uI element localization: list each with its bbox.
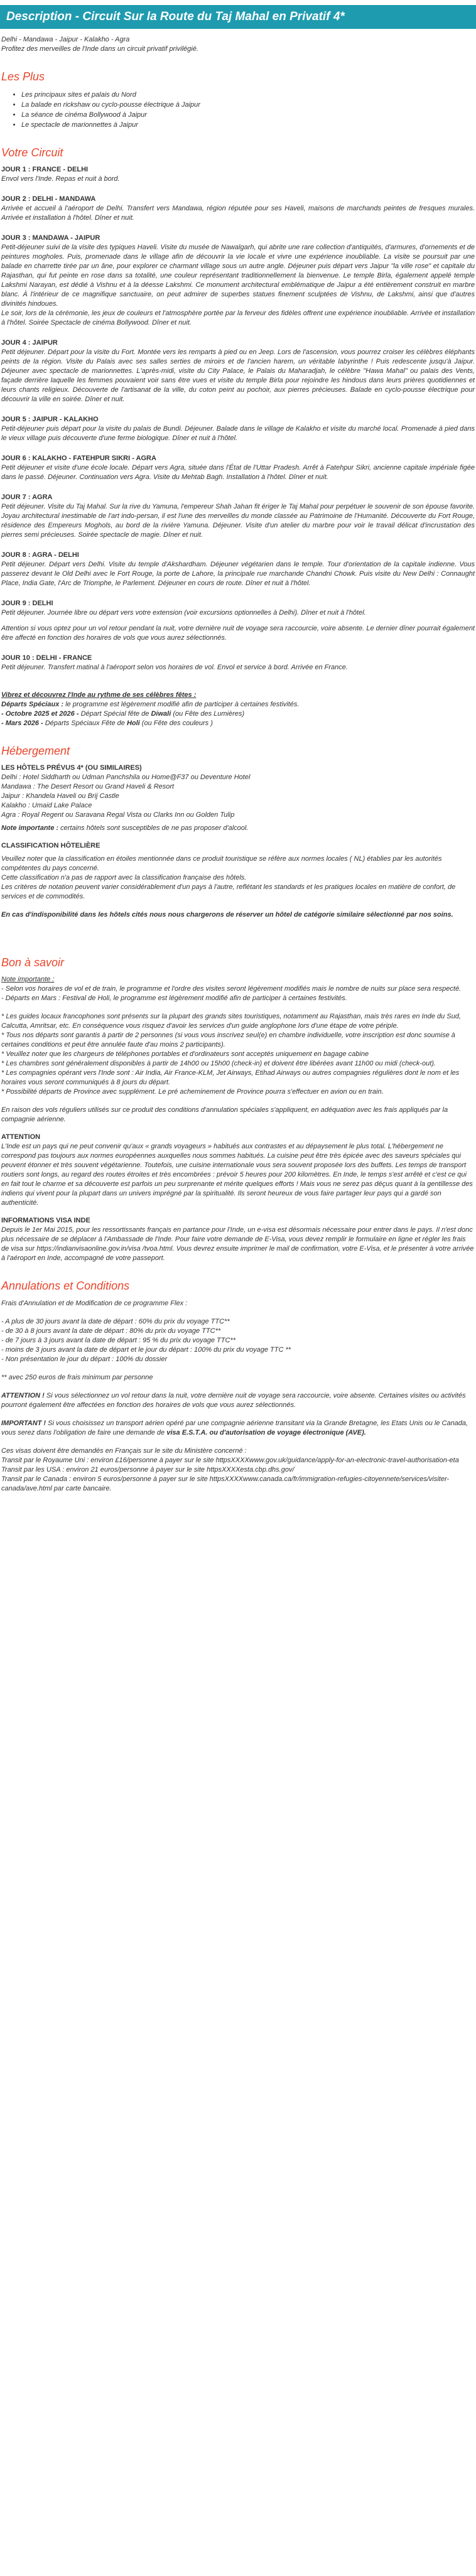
list-item: • Les principaux sites et palais du Nord xyxy=(21,90,475,100)
plus-list xyxy=(1,90,475,130)
bon-note-label: Note importante : xyxy=(1,976,55,983)
hotels-note xyxy=(1,824,475,833)
annulation-line: - de 30 à 8 jours avant la date de départ : 80% du prix du voyage TTC** xyxy=(1,1327,221,1335)
important-body: Si vous choisissez un transport aérien opéré par une compagnie aérienne transitant via la Grande Bretagne, les Etats Unis ou le Canada, vous serez dans l'obligation de faire une demande de xyxy=(1,1420,468,1436)
itinerary-day xyxy=(1,166,475,184)
annulations-important xyxy=(1,1419,475,1438)
day-title: JOUR 6 : KALAKHO - FATEHPUR SIKRI - AGRA xyxy=(1,455,156,462)
itinerary-day xyxy=(1,339,475,404)
day-text: Petit-déjeuner suivi de la visite des typiques Haveli. Visite du musée de Nawalgarh, qui abrite une rare collection d'antiquités, d'armures, d'ornements et de peintures mogholes. Puis, promenade dans le village afin de découvrir la vie locale et vivre une expérience inoubliable. La visite se poursuit par une balade en charrette tirée par un âne, pour explorer ce charmant village sous un autre angle. Déjeuner puis départ vers Jaipur "la ville rose" et capitale du Rajasthan, qui fut peinte en rose dans sa totalité, une couleur représentant traditionnellement la bienvenue. Le temple Birla, également appelé temple Lakshmi Narayan, est dédié à Vishnu et à la déesse Lakshmi. Ce monument architectural emblématique de Jaipur a été entièrement construit en marbre blanc. À l'intérieur de ce magnifique sanctuaire, on peut admirer de superbes statues finement sculptées de Vishnu, de Lakshmi, ainsi que d'autres divinités hindoues. xyxy=(1,244,475,308)
classification-para: Veuillez noter que la classification en étoiles mentionnée dans ce produit touristique se réfère aux normes locales ( NL) établies par les autorités compétentes du pays concerné. xyxy=(1,855,442,872)
holi-prefix: - Mars 2026 - xyxy=(1,719,45,727)
bon-line: * Tous nos départs sont garantis à partir de 2 personnes (si vous vous inscrivez seul(e) en chambre individuelle, votre inscription est donc soumise à certaines conditions et peut être annulée faute d'au moins 2 participants). xyxy=(1,1032,455,1048)
day-text: Le soir, lors de la cérémonie, les jeux de couleurs et l'atmosphère portée par la ferveur des fidèles offrent une expérience inoubliable. Arrivée et installation à l'hôtel. Soirée Spectacle de cinéma Bollywood. Dîner et nuit. xyxy=(1,310,475,326)
special-text: le programme est légèrement modifié afin de participer à certaines festivités. xyxy=(63,701,300,708)
visa-final-line: Transit par les USA : environ 21 euros/personne à payer sur le site httpsXXXXesta.cbp.dhs.gov/ xyxy=(1,1466,295,1474)
day-title: JOUR 10 : DELHI - FRANCE xyxy=(1,654,92,662)
celebrations-diwali xyxy=(1,709,475,719)
holi-bold: Holi xyxy=(126,719,140,727)
annulation-line: - moins de 3 jours avant la date de départ et le jour du départ : 100% du prix du voyage TTC ** xyxy=(1,1346,291,1354)
day-text: Petit déjeuner. Visite du Taj Mahal. Sur la rive du Yamuna, l'empereur Shah Jahan fit ériger le Taj Mahal pour perpétuer le souvenir de son épouse favorite. Joyau architectural inestimable de l'art indo-persan, il est l'une des merveilles du monde classée au Patrimoine de l'Humanité. Découverte du Fort Rouge, résidence des Empereurs Moghols, au bord de la rivière Yamuna. Déjeuner. Visite d'un atelier du marbre pour voir le travail délicat d'incrustation des pierres semi précieuses. Soirée spectacle de magie. Dîner et nuit. xyxy=(1,503,475,539)
important-bold: visa E.S.T.A. ou d'autorisation de voyage électronique (AVE). xyxy=(166,1429,366,1436)
itinerary-day xyxy=(1,416,475,443)
intro xyxy=(1,35,475,54)
itinerary-day xyxy=(1,195,475,223)
attention-text: L'Inde est un pays qui ne peut convenir qu'aux « grands voyageurs » habitués aux contrastes et au dépaysement le plus total. L'hébergement ne correspond pas toujours aux normes européennes auxquelles nous sommes habitués. La cuisine peut être très épicée avec des saveurs spéciales qui peuvent étonner et très souvent végétarienne. Toutefois, une cuisine internationale vous sera souvent proposée lors des buffets. Les temps de transport routiers sont longs, au regard des routes étroites et très encombrées : prévoir 5 heures pour 200 kilomètres. En Inde, le temps s'est arrêté et c'est ce qui en fait tout le charme et sa découverte est parfois un peu surprenante et mérite quelques efforts ! Mais vous ne serez pas déçus quant à la gentillesse des indiens qui vivent pour la plupart dans un univers imprégné par la spiritualité. Ils seront heureux de vous faire partager leur pays qui a gardé son authenticité. xyxy=(1,1143,473,1207)
day-title: JOUR 9 : DELHI xyxy=(1,600,53,607)
annulation-line: - Non présentation le jour du départ : 100% du dossier xyxy=(1,1355,168,1363)
annulation-line: - de 7 jours à 3 jours avant la date de départ : 95 % du prix du voyage TTC** xyxy=(1,1337,235,1344)
bon-line: * Les chambres sont généralement disponibles à partir de 14h00 ou 15h00 (check-in) et doivent être libérées avant 11h00 ou midi (check-out). xyxy=(1,1060,436,1067)
visa-final-line: Transit par le Royaume Uni : environ £16/personne à payer sur le site httpsXXXXwww.gov.uk/guidance/apply-for-an-electronic-travel-authorisation-eta xyxy=(1,1457,459,1464)
bon-line: En raison des vols réguliers utilisés sur ce produit des conditions d'annulation spéciales s'appliquent, en adéquation avec les frais appliqués par la compagnie aérienne. xyxy=(1,1106,448,1123)
list-item: • La séance de cinéma Bollywood à Jaipur xyxy=(21,110,475,120)
itinerary-day xyxy=(1,551,475,588)
bon-line: * Les guides locaux francophones sont présents sur la plupart des grands sites touristiques, notamment au Rajasthan, mais très rares en Inde du Sud, Calcutta, Amritsar, etc. En conséquence vous risquez d'avoir les services d'un guide anglophone lors d'une étape de votre périple. xyxy=(1,1013,461,1030)
celebrations-holi xyxy=(1,719,475,728)
special-label: Départs Spéciaux : xyxy=(1,701,64,708)
banner-title: Description - Circuit Sur la Route du Taj Mahal en Privatif 4* xyxy=(0,5,476,29)
day-title: JOUR 2 : DELHI - MANDAWA xyxy=(1,195,96,203)
section-title-bon-a-savoir: Bon à savoir xyxy=(1,956,65,969)
diwali-suffix: (ou Fête des Lumières) xyxy=(171,710,245,718)
bon-line: * Possibilité départs de Province avec supplément. Le pré acheminement de Province pourra s'effectuer en avion ou en train. xyxy=(1,1088,384,1096)
visa-final-line: Ces visas doivent être demandés en Français sur le site du Ministère concerné : xyxy=(1,1447,247,1455)
classification-heading: CLASSIFICATION HÔTELIÈRE xyxy=(1,842,100,849)
day-text: Petit déjeuner. Départ pour la visite du Fort. Montée vers les remparts à pied ou en Jeep. Lors de l'ascension, vous pourrez croiser les célèbres éléphants peints de la région. Visite du Palais avec ses salles serties de miroirs et de l'ancien harem, un véritable labyrinthe ! Puis redescente jusqu'à Jaipur. Déjeuner avec spectacle de marionnettes. L'après-midi, visite du City Palace, le Palais du Maharadjah, le célèbre "Hawa Mahal" ou palais des Vents, façade derrière laquelle les femmes pouvaient voir sans être vues et visite du temple Birla pour rejoindre les hindous dans leurs prières quotidiennes et leurs chants religieux. Découverte de l'artisanat de la ville, du coton peint au pochoir, aux pierres précieuses. Balade en cyclo-pousse électrique pour découvrir la ville en soirée. Dîner et nuit. xyxy=(1,348,475,403)
day-text: Petit déjeuner et visite d'une école locale. Départ vers Agra, située dans l'État de l'Uttar Pradesh. Arrêt à Fatehpur Sikri, ancienne capitale impériale figée dans le passé. Déjeuner. Continuation vers Agra. Visite du Mehtab Bagh. Installation à l'hôtel. Dîner et nuit. xyxy=(1,464,475,481)
celebrations-heading: Vibrez et découvrez l'Inde au rythme de ses célèbres fêtes : xyxy=(1,691,197,699)
note-text: certains hôtels sont susceptibles de ne pas proposer d'alcool. xyxy=(58,824,249,832)
annulations-attention xyxy=(1,1391,475,1410)
content xyxy=(0,35,476,1494)
itinerary-day xyxy=(1,654,475,672)
day-title: JOUR 4 : JAIPUR xyxy=(1,339,58,347)
visa-final-line: Transit par le Canada : environ 5 euros/personne à payer sur le site httpsXXXXwww.canada.ca/fr/immigration-refugies-citoyennete/services/visiter-canada/ave.html par carte bancaire. xyxy=(1,1475,450,1492)
diwali-bold: Diwali xyxy=(151,710,171,718)
fees-note: ** avec 250 euros de frais minimum par personne xyxy=(1,1374,153,1381)
annulation-line: - A plus de 30 jours avant la date de départ : 60% du prix du voyage TTC** xyxy=(1,1318,230,1325)
diwali-text: Départ Spécial fête de xyxy=(80,710,151,718)
hotel-line: Agra : Royal Regent ou Saravana Regal Vista ou Clarks Inn ou Golden Tulip xyxy=(1,811,235,819)
section-title-plus: Les Plus xyxy=(1,70,45,83)
hotel-line: Kalakho : Umaid Lake Palace xyxy=(1,802,92,809)
visa-text: Depuis le 1er Mai 2015, pour les ressortissants français en partance pour l'Inde, un e-visa est désormais nécessaire pour entrer dans le pays. Il n'est donc plus nécessaire de se déplacer à l'Ambassade de l'Inde. Pour faire votre demande de E-Visa, vous devez remplir le formulaire en ligne et régler les frais de visa sur https://indianvisaonline.gov.in/visa /tvoa.html. Vous devrez ensuite imprimer le mail de confirmation, votre E-Visa, et le présenter à votre arrivée à l'aéroport en Inde, accompagné de votre passeport. xyxy=(1,1226,474,1262)
classification-bold: En cas d'indisponibilité dans les hôtels cités nous nous chargerons de réserver un hôtel de catégorie similaire sélectionné par nos soins. xyxy=(1,911,453,919)
day-text: Petit déjeuner. Départ vers Delhi. Visite du temple d'Akshardham. Déjeuner végétarien dans le temple. Tour d'orientation de la capitale indienne. Vous passerez devant le Old Delhi avec le Fort Rouge, la porte de Lahore, la principale rue marchande Chandni Chowk. Puis visite du New Delhi : Connaught Place, India Gate, l'Arc de Triomphe, le Parlement. Déjeuner en cours de route. Dîner et nuit à l'hôtel. xyxy=(1,561,475,587)
annulations-intro: Frais d'Annulation et de Modification de ce programme Flex : xyxy=(1,1300,188,1307)
diwali-prefix: - Octobre 2025 et 2026 - xyxy=(1,710,81,718)
attention-label: ATTENTION ! xyxy=(1,1392,45,1399)
section-title-hebergement: Hébergement xyxy=(1,745,70,757)
attention-heading: ATTENTION xyxy=(1,1133,41,1141)
important-label: IMPORTANT ! xyxy=(1,1420,46,1427)
section-title-annulations: Annulations et Conditions xyxy=(1,1280,130,1292)
visa-heading: INFORMATIONS VISA INDE xyxy=(1,1217,90,1224)
day-title: JOUR 5 : JAIPUR - KALAKHO xyxy=(1,416,99,423)
classification-para: Cette classification n'a pas de rapport avec la classification française des hôtels. xyxy=(1,874,247,881)
day-text: Petit-déjeuner puis départ pour la visite du palais de Bundi. Déjeuner. Balade dans le village de Kalakho et visite du marché local. Promenade à pied dans le vieux village puis découverte d'une ferme biologique. Dîner et nuit à l'hôtel. xyxy=(1,425,475,442)
hotel-line: Jaipur : Khandela Haveli ou Brij Castle xyxy=(1,792,119,800)
holi-text: Départs Spéciaux Fête de xyxy=(45,719,127,727)
itinerary-day xyxy=(1,493,475,540)
section-title-circuit: Votre Circuit xyxy=(1,146,63,159)
day-title: JOUR 7 : AGRA xyxy=(1,493,53,501)
holi-suffix: (ou Fête des couleurs ) xyxy=(139,719,213,727)
attention-body: Si vous sélectionnez un vol retour dans la nuit, votre dernière nuit de voyage sera raccourcie, voire absente. Certaines visites ou activités pourront également être affectées en fonction des horaires de vols que vous aurez sélectionnés. xyxy=(1,1392,466,1409)
bon-line: * Veuillez noter que les chargeurs de téléphones portables et d'ordinateurs sont acceptés uniquement en bagage cabine xyxy=(1,1050,369,1058)
hotels-heading: LES HÔTELS PRÉVUS 4* (OU SIMILAIRES) xyxy=(1,764,142,772)
day-text: Arrivée et accueil à l'aéroport de Delhi. Transfert vers Mandawa, région réputée pour ses Haveli, maisons de marchands peintes de fresques murales. Arrivée et installation à l'hôtel. Dîner et nuit. xyxy=(1,205,475,222)
bon-line: - Selon vos horaires de vol et de train, le programme et l'ordre des visites seront légèrement modifiés mais le nombre de nuits sur place sera respecté. xyxy=(1,985,462,993)
day-text: Envol vers l'Inde. Repas et nuit à bord. xyxy=(1,175,120,183)
itinerary xyxy=(1,166,475,672)
itinerary-day xyxy=(1,455,475,482)
itinerary-day xyxy=(1,600,475,643)
day-text: Petit déjeuner. Journée libre ou départ vers votre extension (voir excursions optionnelles à Delhi). Dîner et nuit à l'hôtel. xyxy=(1,609,366,617)
hotel-line: Mandawa : The Desert Resort ou Grand Haveli & Resort xyxy=(1,783,175,790)
intro-route: Delhi - Mandawa - Jaipur - Kalakho - Agra xyxy=(1,36,130,43)
itinerary-day xyxy=(1,234,475,328)
day-title: JOUR 1 : FRANCE - DELHI xyxy=(1,166,89,173)
day-text: Petit déjeuner. Transfert matinal à l'aéroport selon vos horaires de vol. Envol et service à bord. Arrivée en France. xyxy=(1,664,348,671)
page xyxy=(0,5,476,1506)
bon-line: - Départs en Mars : Festival de Holi, le programme est légèrement modifié afin de participer à certaines festivités. xyxy=(1,994,347,1002)
list-item: • La balade en rickshaw ou cyclo-pousse électrique à Jaipur xyxy=(21,100,475,110)
list-item: • Le spectacle de marionnettes à Jaipur xyxy=(21,120,475,130)
hotel-line: Delhi : Hotel Siddharth ou Udman Panchshila ou Home@F37 ou Deventure Hotel xyxy=(1,773,251,781)
classification-para: Les critères de notation peuvent varier considérablement d'un pays à l'autre, reflétant les standards et les pratiques locales en matière de confort, de services et de commodités. xyxy=(1,883,456,900)
celebrations-special xyxy=(1,700,475,709)
intro-tagline: Profitez des merveilles de l'Inde dans un circuit privatif privilégié. xyxy=(1,45,198,53)
day-title: JOUR 3 : MANDAWA - JAIPUR xyxy=(1,234,100,242)
day-text: Attention si vous optez pour un vol retour pendant la nuit, votre dernière nuit de voyage sera raccourcie, voire absente. Le dernier dîner pourrait également être affecté en fonction des horaires de vols que vous aurez sélectionnés. xyxy=(1,625,475,642)
bon-line: * Les compagnies opérant vers l'Inde sont : Air India, Air France-KLM, Jet Airways, Etihad Airways ou autres compagnies régulières dont le nom et les horaires vous seront communiqués à 8 jours du départ. xyxy=(1,1069,460,1086)
day-title: JOUR 8 : AGRA - DELHI xyxy=(1,551,79,559)
day-text xyxy=(1,618,475,624)
note-label: Note importante : xyxy=(1,824,59,832)
